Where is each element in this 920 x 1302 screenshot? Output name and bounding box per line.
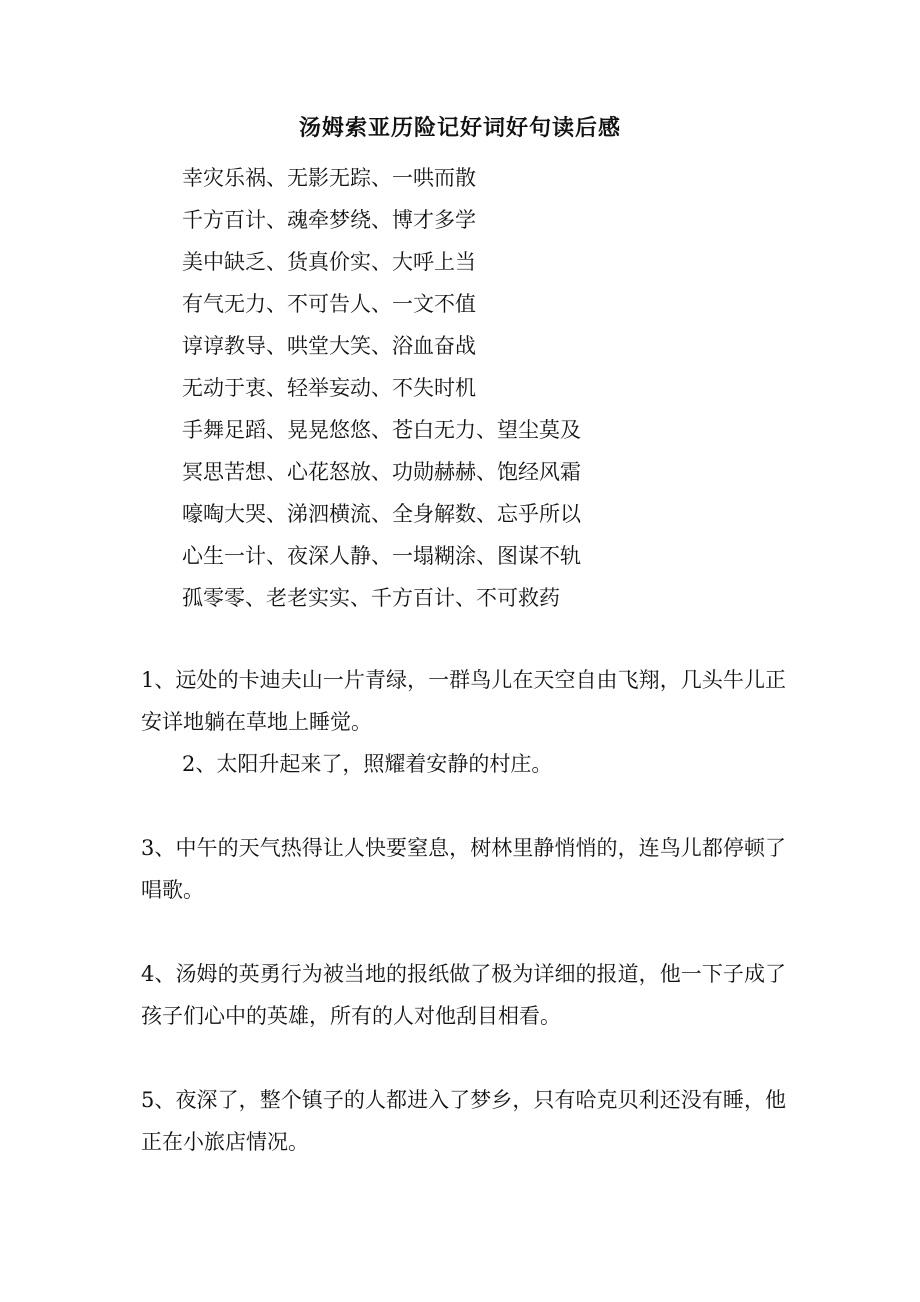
sentence-2: 2、太阳升起来了，照耀着安静的村庄。 <box>182 752 553 776</box>
vocab-line: 幸灾乐祸、无影无踪、一哄而散 <box>182 166 476 190</box>
vocab-line: 有气无力、不可告人、一文不值 <box>182 292 476 316</box>
vocab-line: 谆谆教导、哄堂大笑、浴血奋战 <box>182 334 476 358</box>
vocabulary-list <box>182 157 802 619</box>
sentence-1: 1、远处的卡迪夫山一片青绿，一群鸟儿在天空自由飞翔，几头牛儿正安详地躺在草地上睡觉。 <box>141 668 786 734</box>
vocab-line: 孤零零、老老实实、千方百计、不可救药 <box>182 586 560 610</box>
vocab-line: 手舞足蹈、晃晃悠悠、苍白无力、望尘莫及 <box>182 418 581 442</box>
document-title: 汤姆索亚历险记好词好句读后感 <box>298 115 621 141</box>
vocab-line: 心生一计、夜深人静、一塌糊涂、图谋不轨 <box>182 544 581 568</box>
sentence-5: 5、夜深了，整个镇子的人都进入了梦乡，只有哈克贝利还没有睡，他正在小旅店情况。 <box>141 1088 786 1154</box>
vocab-line: 冥思苦想、心花怒放、功勋赫赫、饱经风霜 <box>182 460 581 484</box>
sentence-4: 4、汤姆的英勇行为被当地的报纸做了极为详细的报道，他一下子成了孩子们心中的英雄，所有的人对他刮目相看。 <box>141 962 786 1028</box>
vocab-line: 美中缺乏、货真价实、大呼上当 <box>182 250 476 274</box>
sentence-3: 3、中午的天气热得让人快要窒息，树林里静悄悄的，连鸟儿都停顿了唱歌。 <box>141 836 786 902</box>
vocab-line: 千方百计、魂牵梦绕、博才多学 <box>182 208 476 232</box>
vocab-line: 嚎啕大哭、涕泗横流、全身解数、忘乎所以 <box>182 502 581 526</box>
vocab-line: 无动于衷、轻举妄动、不失时机 <box>182 376 476 400</box>
